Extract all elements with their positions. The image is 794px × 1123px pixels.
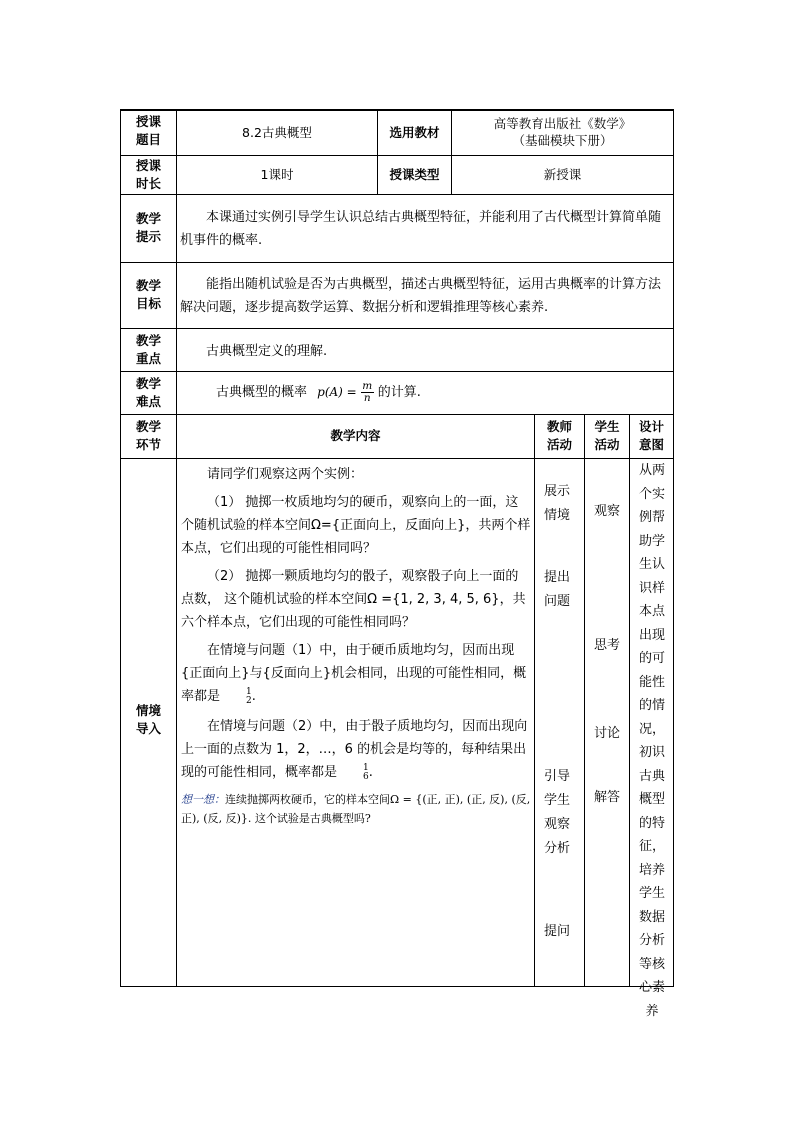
- fraction-one-half: 1 2: [246, 686, 252, 706]
- duration-value: 1课时: [260, 167, 294, 182]
- difficulty-prefix: 古典概型的概率: [216, 385, 308, 400]
- goals-text: 能指出随机试验是否为古典概型，描述古典概型特征，运用古典概率的计算方法解决问题，逐步提高数学运算、数据分析和逻辑推理等核心素养.: [180, 277, 662, 315]
- row-divider: [120, 262, 674, 263]
- row-divider: [120, 414, 674, 415]
- textbook-line1: 高等教育出版社《数学》: [493, 116, 632, 131]
- think-question: [181, 790, 531, 828]
- teacher-column-divider: [534, 414, 535, 986]
- textbook-label: 选用教材: [389, 125, 440, 140]
- difficulty-label: 教学难点: [135, 376, 161, 409]
- goals-content: [180, 273, 668, 319]
- tips-label: 教学提示: [135, 211, 161, 244]
- difficulty-fraction: [361, 381, 374, 404]
- table-right-border: [673, 109, 674, 986]
- stage-label: 情境导入: [135, 703, 161, 736]
- topic-value: 8.2古典概型: [242, 125, 312, 140]
- fraction-numerator: m: [362, 380, 373, 392]
- design-header: 设计意图: [638, 419, 664, 452]
- teacher-activity: 提问: [543, 924, 570, 939]
- design-column-divider: [629, 414, 630, 986]
- row-divider: [120, 194, 674, 195]
- fraction-one-sixth: 1 6: [363, 762, 369, 782]
- tips-content: [180, 206, 668, 252]
- student-activity: 思考: [593, 638, 620, 653]
- student-activity: 讨论: [593, 726, 620, 741]
- teacher-activity: 引导学生观察分析: [543, 769, 570, 856]
- type-value: 新授课: [543, 167, 582, 182]
- topic-label: 授课题目: [135, 114, 161, 147]
- content-example-1: （1） 抛掷一枚质地均匀的硬币，观察向上的一面，这个随机试验的样本空间Ω={正面向上，反面向上}，共两个样本点，它们出现的可能性相同吗？: [181, 495, 531, 556]
- textbook-value: [452, 115, 673, 149]
- row-divider: [120, 155, 674, 156]
- duration-label: 授课时长: [135, 158, 161, 191]
- label-column-divider: [176, 109, 177, 986]
- fraction-denominator: n: [361, 392, 374, 404]
- key-text: 古典概型定义的理解.: [206, 344, 328, 359]
- student-activity: 解答: [593, 790, 620, 805]
- key-content: [180, 340, 668, 363]
- content-analysis-2: 在情境与问题（2）中，由于骰子质地均匀，因而出现向上一面的点数为 1，2，…，6 的机会是均等的，每种结果出现的可能性相同，概率都是 1 6 .: [181, 719, 528, 782]
- row-divider: [120, 328, 674, 329]
- key-label: 教学重点: [135, 333, 161, 366]
- student-header: 学生活动: [594, 419, 620, 452]
- tips-text: 本课通过实例引导学生认识总结古典概型特征，并能利用了古代概型计算简单随机事件的概率.: [180, 210, 662, 248]
- difficulty-content: [216, 374, 656, 411]
- difficulty-formula-lhs: p(A) =: [317, 385, 357, 399]
- difficulty-suffix: 的计算.: [377, 385, 421, 400]
- think-text: 连续抛掷两枚硬币，它的样本空间Ω = {(正, 正), (正, 反), (反, 正), (反, 反)}. 这个试验是古典概型吗?: [181, 793, 531, 825]
- teacher-activity: 提出问题: [543, 570, 570, 609]
- teacher-header: 教师活动: [546, 419, 572, 452]
- table-bottom-border: [120, 986, 674, 987]
- content-header: 教学内容: [330, 428, 381, 443]
- row-divider: [120, 371, 674, 372]
- content-analysis-1: 在情境与问题（1）中，由于硬币质地均匀，因而出现{正面向上}与{反面向上}机会相同，出现的可能性相同，概率都是 1 2 .: [181, 643, 527, 706]
- table-top-border: [120, 109, 674, 111]
- type-label: 授课类型: [389, 167, 440, 182]
- student-activity: 观察: [593, 504, 620, 519]
- stage-header: 教学环节: [135, 419, 161, 452]
- content-example-2: （2） 抛掷一颗质地均匀的骰子，观察骰子向上一面的点数， 这个随机试验的样本空间Ω ={1, 2, 3, 4, 5, 6}，共六个样本点，它们出现的可能性相同吗？: [181, 569, 526, 630]
- row-divider: [120, 458, 674, 459]
- lesson-content: [181, 463, 531, 828]
- content-intro: 请同学们观察这两个实例：: [207, 467, 364, 482]
- teacher-activity: 展示情境: [543, 484, 570, 523]
- goals-label: 教学目标: [135, 278, 161, 311]
- think-label: 想一想：: [181, 793, 225, 806]
- textbook-line2: （基础模块下册）: [512, 133, 613, 148]
- design-intent: 从两个实例帮助学生认识样本点出现的可能性的情况，初识古典概型的特征，培养学生数据分析等核心素养: [638, 463, 665, 1019]
